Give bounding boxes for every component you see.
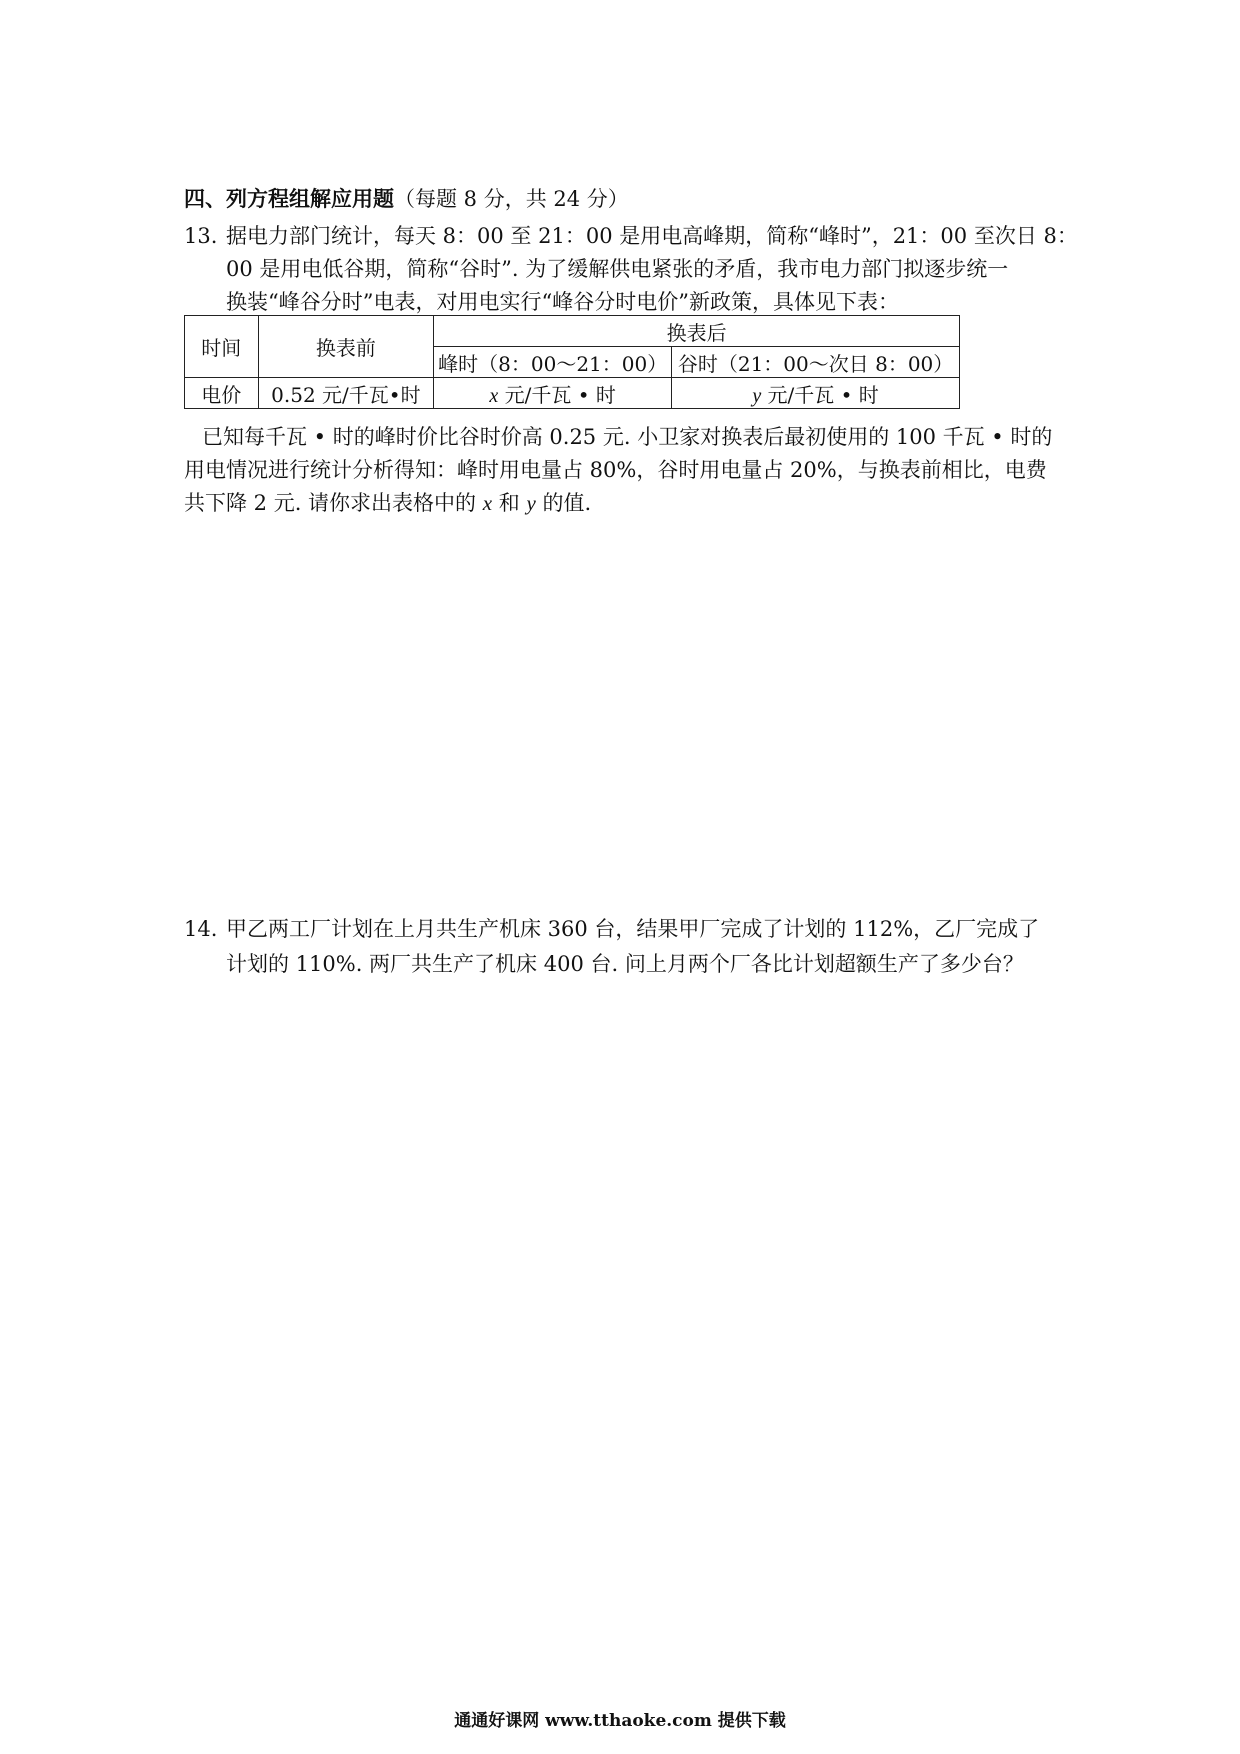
q14-line-1: 甲乙两工厂计划在上月共生产机床 360 台，结果甲厂完成了计划的 112%，乙厂完成了 [226, 917, 1040, 941]
header-after: 换表后 [434, 316, 960, 347]
var-y: y [752, 384, 762, 407]
q13-line-3: 换装“峰谷分时”电表，对用电实行“峰谷分时电价”新政策，具体见下表： [226, 290, 899, 314]
q13-var-x: x [482, 491, 493, 515]
q13-line-2: 00 是用电低谷期，简称“谷时”. 为了缓解供电紧张的矛盾，我市电力部门拟逐步统一 [226, 257, 1009, 281]
footer-download-note: 通通好课网 www.tthaoke.com 提供下载 [454, 1711, 786, 1731]
q13-after-text-c: 的值. [535, 491, 592, 515]
q13-after-line-1: 已知每千瓦 • 时的峰时价比谷时价高 0.25 元. 小卫家对换表后最初使用的 100 千瓦 • 时的 [202, 425, 1053, 449]
header-valley: 谷时（21：00～次日 8：00） [672, 347, 960, 378]
q14-line-2: 计划的 110%. 两厂共生产了机床 400 台. 问上月两个厂各比计划超额生产了多少台？ [226, 952, 1024, 976]
peak-unit: 元/千瓦 • 时 [498, 382, 616, 407]
q13-var-y: y [526, 491, 536, 515]
header-peak: 峰时（8：00～21：00） [434, 347, 672, 378]
q14-number: 14. [184, 917, 218, 941]
header-time: 时间 [185, 316, 259, 378]
var-x: x [489, 384, 499, 407]
cell-price-peak [434, 378, 672, 409]
q13-after-line-2: 用电情况进行统计分析得知：峰时用电量占 80%，谷时用电量占 20%，与换表前相比，电费 [184, 458, 1047, 482]
table-header-row-1 [185, 316, 960, 347]
price-table [184, 315, 960, 409]
q13-line-1: 据电力部门统计，每天 8：00 至 21：00 是用电高峰期，简称“峰时”，21：00 至次日 8： [226, 224, 1078, 248]
section-score-note: （每题 8 分，共 24 分） [394, 187, 629, 211]
section-heading-line [184, 186, 629, 212]
header-before: 换表前 [258, 316, 434, 378]
cell-price-before: 0.52 元/千瓦•时 [258, 378, 434, 409]
section-heading: 四、列方程组解应用题 [184, 186, 394, 211]
q13-after-text-b: 和 [492, 491, 527, 515]
valley-unit: 元/千瓦 • 时 [761, 382, 879, 407]
table-row [185, 378, 960, 409]
cell-price-valley [672, 378, 960, 409]
q13-number: 13. [184, 224, 218, 248]
q13-after-text-a: 共下降 2 元. 请你求出表格中的 [184, 491, 483, 515]
q13-after-line-3 [184, 490, 591, 516]
row-label-price: 电价 [185, 378, 259, 409]
